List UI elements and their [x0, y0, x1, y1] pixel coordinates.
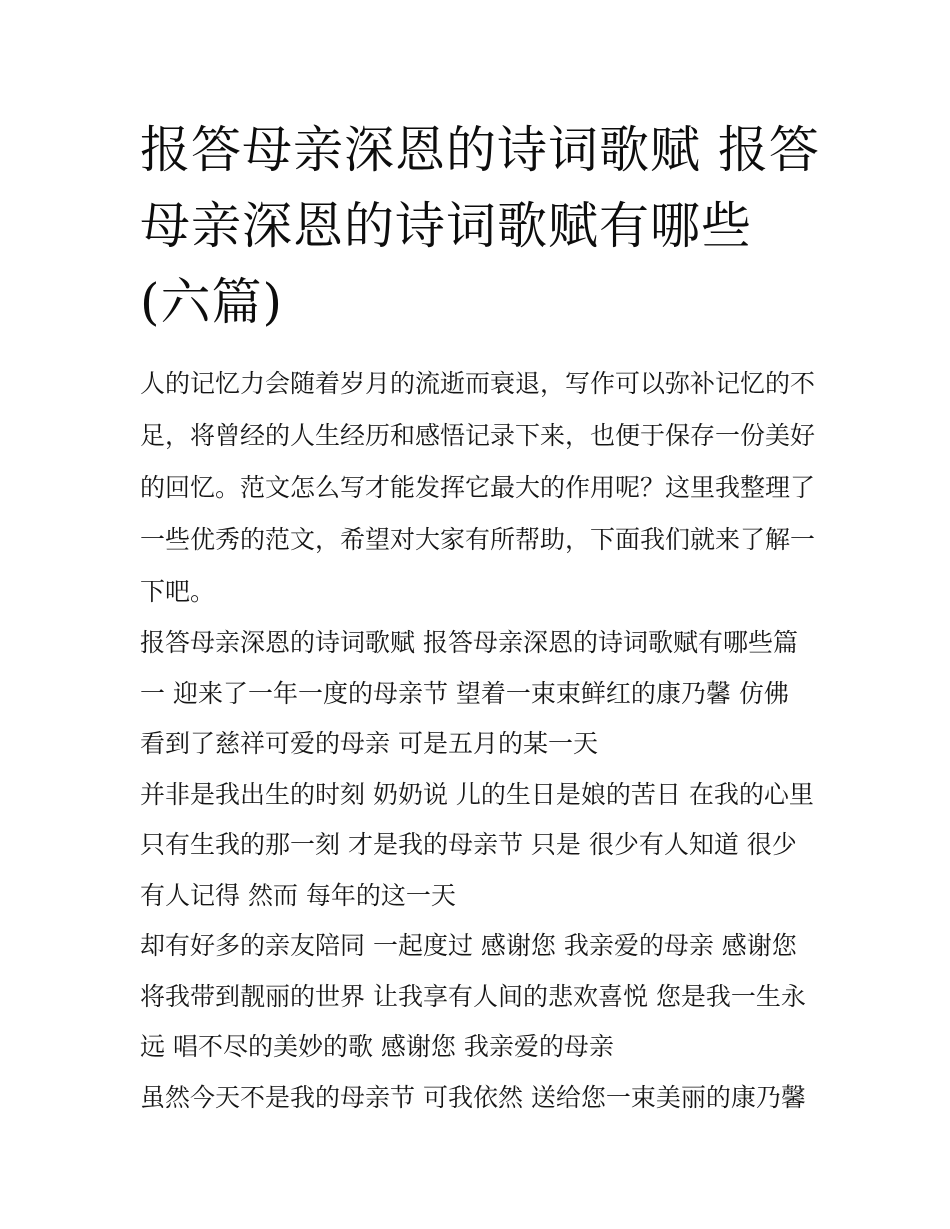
- intro-paragraph: 人的记忆力会随着岁月的流逝而衰退，写作可以弥补记忆的不足，将曾经的人生经历和感悟记录下来，也便于保存一份美好的回忆。范文怎么写才能发挥它最大的作用呢？这里我整理了一些优秀的范文，希望对大家有所帮助，下面我们就来了解一下吧。: [140, 369, 816, 606]
- document-title: 报答母亲深恩的诗词歌赋 报答母亲深恩的诗词歌赋有哪些(六篇): [140, 121, 820, 331]
- document-content: [140, 112, 820, 1123]
- poem-line: 将我带到靓丽的世界 让我享有人间的悲欢喜悦 您是我一生永: [140, 981, 806, 1011]
- poem-line: 只有生我的那一刻 才是我的母亲节 只是 很少有人知道 很少: [140, 830, 797, 859]
- poem-line: 并非是我出生的时刻 奶奶说 儿的生日是娘的苦日 在我的心里: [140, 779, 814, 809]
- poem-line: 有人记得 然而 每年的这一天: [140, 880, 456, 910]
- poem-body: [140, 618, 820, 1123]
- poem-line: 虽然今天不是我的母亲节 可我依然 送给您一束美丽的康乃馨: [140, 1082, 806, 1112]
- poem-line: 却有好多的亲友陪同 一起度过 感谢您 我亲爱的母亲 感谢您: [140, 931, 797, 960]
- poem-line: 报答母亲深恩的诗词歌赋 报答母亲深恩的诗词歌赋有哪些篇: [140, 628, 798, 657]
- poem-line: 看到了慈祥可爱的母亲 可是五月的某一天: [140, 729, 598, 758]
- poem-line: 远 唱不尽的美妙的歌 感谢您 我亲爱的母亲: [140, 1032, 614, 1061]
- poem-line: 一 迎来了一年一度的母亲节 望着一束束鲜红的康乃馨 仿佛: [140, 678, 789, 708]
